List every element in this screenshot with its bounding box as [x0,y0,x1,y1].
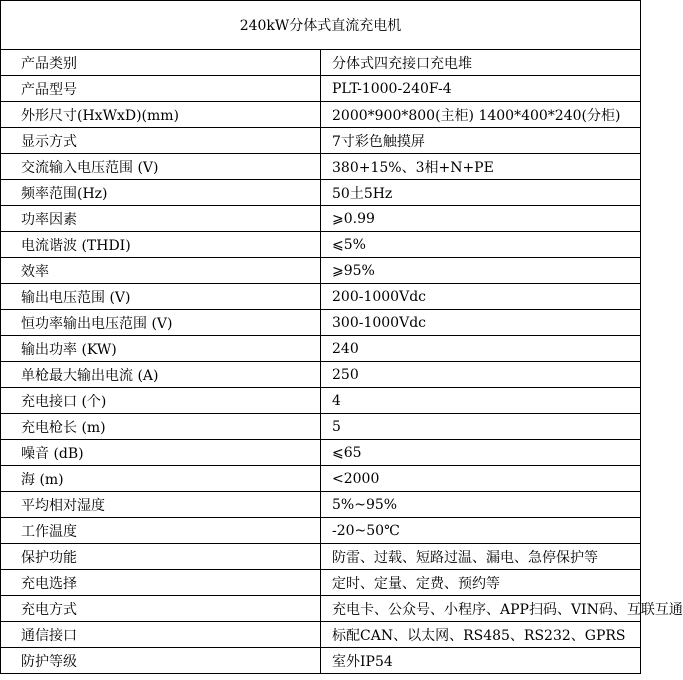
table-title: 240kW分体式直流充电机 [1,1,641,50]
row-value: 4 [321,388,641,414]
row-value: 2000*900*800(主柜) 1400*400*240(分柜) [321,102,641,128]
row-label: 显示方式 [1,128,321,154]
row-value: -20~50℃ [321,518,641,544]
row-label: 保护功能 [1,544,321,570]
row-label: 噪音 (dB) [1,440,321,466]
table-row [1,362,641,388]
table-row [1,310,641,336]
row-label: 单枪最大输出电流 (A) [1,362,321,388]
row-label: 平均相对湿度 [1,492,321,518]
row-value: 防雷、过载、短路过温、漏电、急停保护等 [321,544,641,570]
row-label: 频率范围(Hz) [1,180,321,206]
row-label: 通信接口 [1,622,321,648]
row-value: 室外IP54 [321,648,641,674]
table-row [1,50,641,76]
row-label: 恒功率输出电压范围 (V) [1,310,321,336]
table-row [1,388,641,414]
row-value: 5%~95% [321,492,641,518]
row-value: <2000 [321,466,641,492]
row-label: 充电枪长 (m) [1,414,321,440]
table-row [1,284,641,310]
table-row [1,440,641,466]
row-value: 250 [321,362,641,388]
row-value: 240 [321,336,641,362]
row-label: 产品类别 [1,50,321,76]
row-label: 功率因素 [1,206,321,232]
table-row [1,76,641,102]
row-value: 定时、定量、定费、预约等 [321,570,641,596]
row-label: 输出功率 (KW) [1,336,321,362]
table-row [1,466,641,492]
table-row [1,648,641,674]
row-label: 电流谐波 (THDI) [1,232,321,258]
row-label: 充电方式 [1,596,321,622]
table-row [1,336,641,362]
row-value: ⩽5% [321,232,641,258]
table-row [1,570,641,596]
table-row [1,596,641,622]
row-value: PLT-1000-240F-4 [321,76,641,102]
table-row [1,128,641,154]
table-row [1,414,641,440]
row-value: 分体式四充接口充电堆 [321,50,641,76]
row-value: ⩾0.99 [321,206,641,232]
title-row [1,1,641,50]
row-value: 充电卡、公众号、小程序、APP扫码、VIN码、互联互通 [321,596,641,622]
table-row [1,622,641,648]
row-label: 外形尺寸(HxWxD)(mm) [1,102,321,128]
table-row [1,180,641,206]
row-value: ⩾95% [321,258,641,284]
row-value: ⩽65 [321,440,641,466]
table-row [1,154,641,180]
table-row [1,206,641,232]
row-label: 交流输入电压范围 (V) [1,154,321,180]
row-label: 充电接口 (个) [1,388,321,414]
table-row [1,518,641,544]
row-value: 380+15%、3相+N+PE [321,154,641,180]
row-value: 标配CAN、以太网、RS485、RS232、GPRS [321,622,641,648]
table-row [1,232,641,258]
row-value: 5 [321,414,641,440]
row-value: 300-1000Vdc [321,310,641,336]
table-row [1,102,641,128]
row-label: 防护等级 [1,648,321,674]
row-value: 50土5Hz [321,180,641,206]
row-label: 充电选择 [1,570,321,596]
row-label: 产品型号 [1,76,321,102]
row-label: 海 (m) [1,466,321,492]
row-label: 输出电压范围 (V) [1,284,321,310]
row-label: 效率 [1,258,321,284]
row-value: 7寸彩色触摸屏 [321,128,641,154]
row-value: 200-1000Vdc [321,284,641,310]
table-row [1,258,641,284]
row-label: 工作温度 [1,518,321,544]
table-row [1,492,641,518]
table-row [1,544,641,570]
